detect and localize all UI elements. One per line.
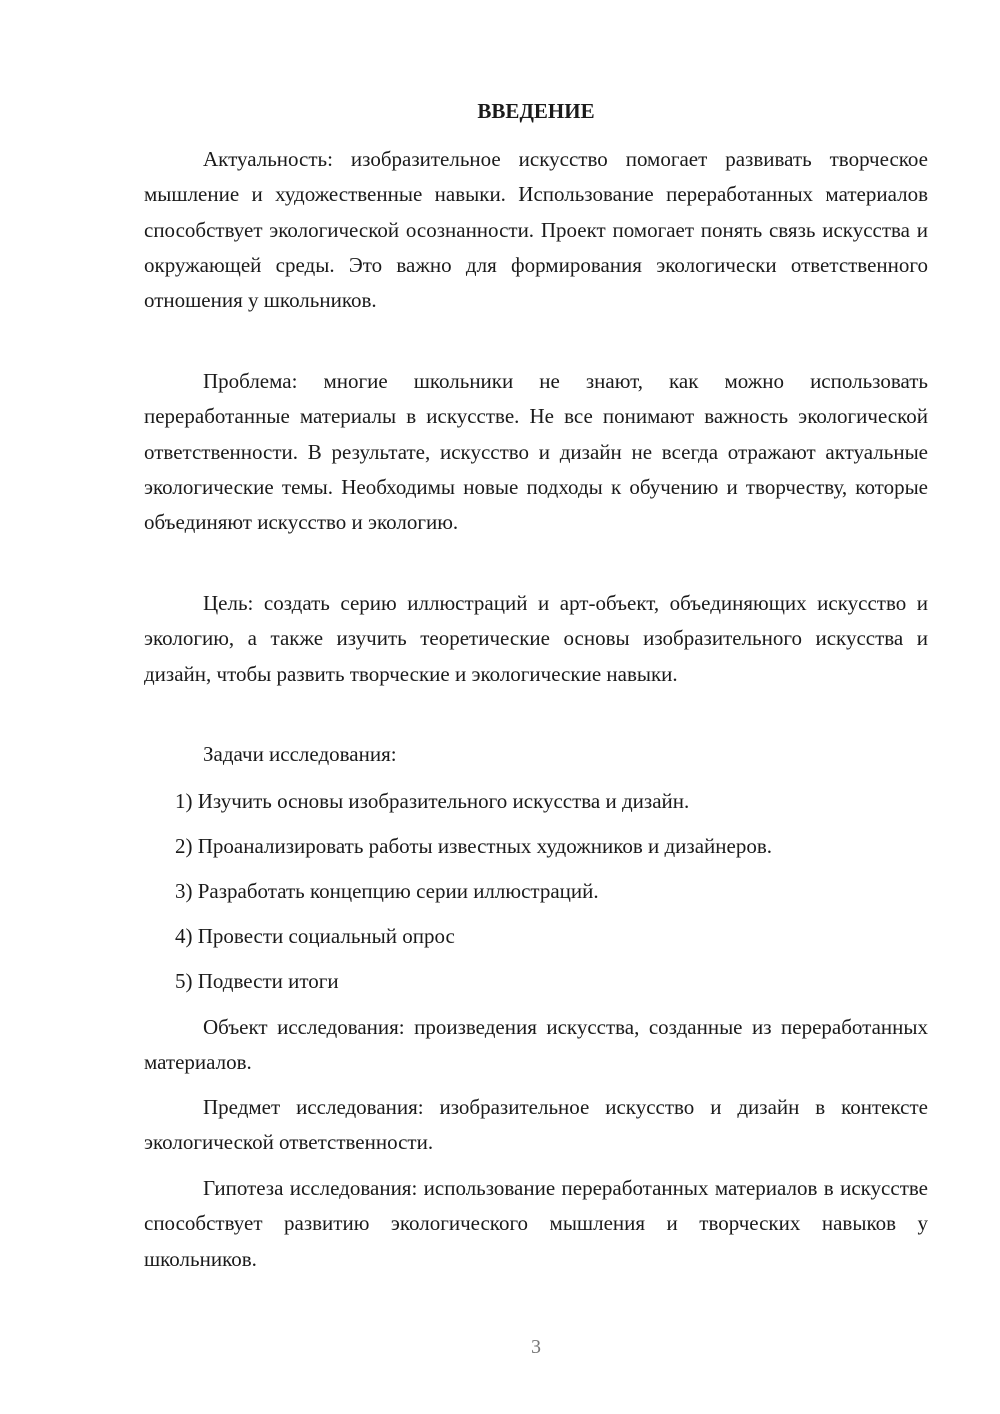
page-title: ВВЕДЕНИЕ [477,99,595,123]
subject-paragraph: Предмет исследования: изобразительное искусство и дизайн в контексте экологической ответственности. [144,1095,928,1155]
tasks-heading: Задачи исследования: [203,742,397,766]
task-item: 3) Разработать концепцию серии иллюстраций. [175,879,599,903]
task-item: 1) Изучить основы изобразительного искусства и дизайн. [175,789,690,813]
hypothesis-paragraph: Гипотеза исследования: использование переработанных материалов в искусстве способствует развитию экологического мышления и творческих навыков у школьников. [144,1176,928,1271]
task-item: 4) Провести социальный опрос [175,924,455,948]
relevance-paragraph: Актуальность: изобразительное искусство помогает развивать творческое мышление и художественные навыки. Использование переработанных материалов способствует экологической осознанности. Проект помогает понять связь искусства и окружающей среды. Это важно для формирования экологически ответственного отношения у школьников. [144,147,928,313]
goal-paragraph: Цель: создать серию иллюстраций и арт-объект, объединяющих искусство и экологию, а также изучить теоретические основы изобразительного искусства и дизайн, чтобы развить творческие и экологические навыки. [144,591,928,686]
page-number: 3 [531,1336,541,1358]
object-paragraph: Объект исследования: произведения искусства, созданные из переработанных материалов. [144,1015,928,1075]
task-item: 2) Проанализировать работы известных художников и дизайнеров. [175,834,772,858]
task-item: 5) Подвести итоги [175,969,339,993]
problem-paragraph: Проблема: многие школьники не знают, как можно использовать переработанные материалы в искусстве. Не все понимают важность экологической ответственности. В результате, искусство и дизайн не всегда отражают актуальные экологические темы. Необходимы новые подходы к обучению и творчеству, которые объединяют искусство и экологию. [144,369,928,535]
